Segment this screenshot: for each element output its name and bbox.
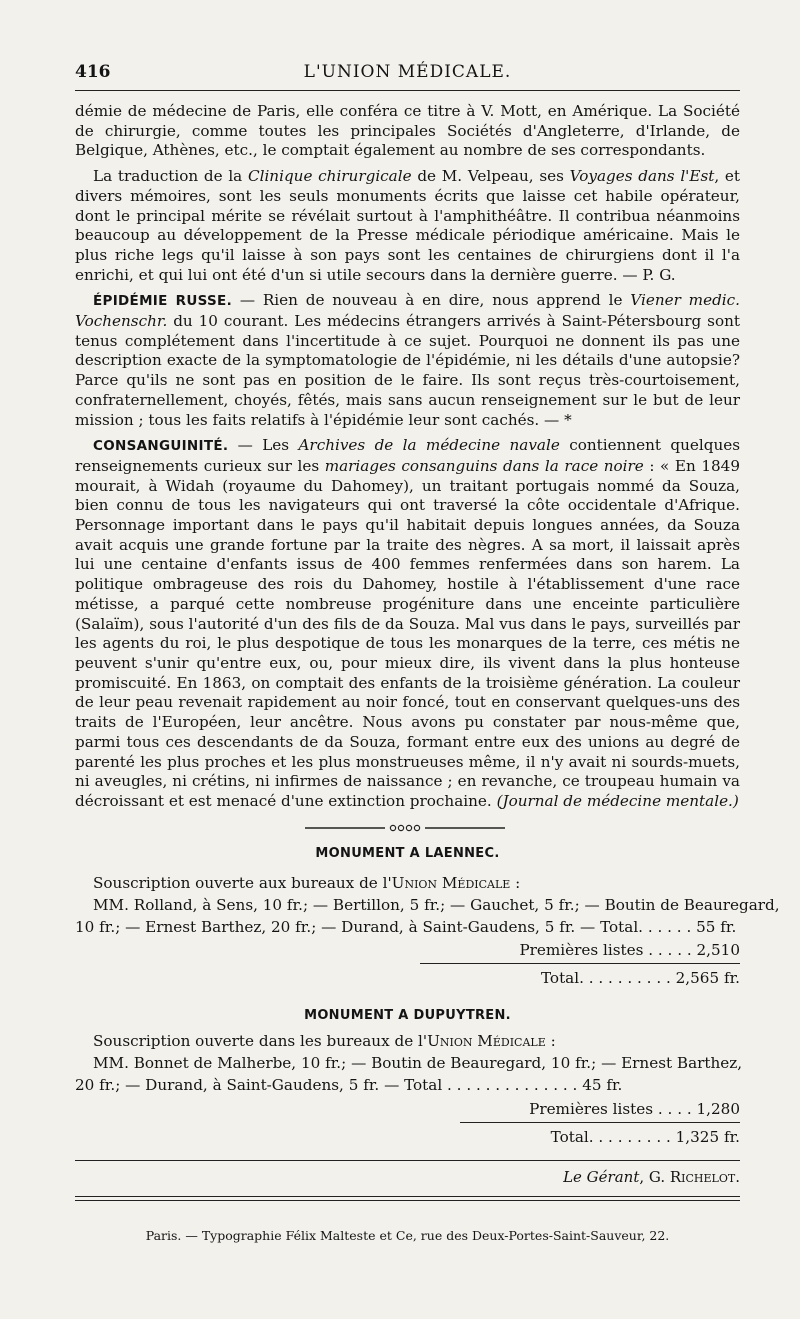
- text-run: du 10 courant. Les médecins étrangers arrivés à Saint-Pétersbourg sont tenus complétement dans l'incertitude à ce sujet. Pourquoi ne donnent ils pas une description exacte de la symptomatologie de l'épidémie, ni les détails d'une autopsie? Parce qu'ils ne sont pas en position de le faire. Ils sont reçus très-courtoisement, confraternellement, choyés, fêtés, mais sans aucun renseignement sur le but de leur mission ; tous les faits relatifs à l'épidémie leur sont cachés. — *: [75, 312, 740, 429]
- footer-rule-top: [75, 1196, 740, 1197]
- header-rule: [75, 90, 740, 91]
- gerant-label: Le Gérant: [563, 1168, 640, 1186]
- page-number: 416: [75, 62, 111, 82]
- italic-topic: mariages consanguins dans la race noire: [324, 456, 644, 475]
- journal-title: L'UNION MÉDICALE.: [303, 62, 512, 82]
- italic-source: Archives de la médecine navale: [298, 436, 560, 455]
- text-run: :: [545, 1032, 556, 1050]
- text-run: La traduction de la: [93, 167, 248, 186]
- paragraph-velpeau: [75, 167, 740, 285]
- text-run: de M. Velpeau, ses: [411, 167, 570, 186]
- italic-title: Voyages dans l'Est: [569, 167, 715, 186]
- italic-source: (Journal de médecine mentale.): [496, 791, 739, 810]
- laennec-previous-lists: Premières listes . . . . . 2,510: [519, 941, 740, 959]
- text-run: Souscription ouverte aux bureaux de l': [93, 874, 392, 892]
- text-run: , et divers mémoires, sont les seuls monuments écrits que laisse cet habile opérateur, dont le principal mérite se révélait surtout à l'amphithéâtre. Il contribua néanmoins beaucoup au développement de la Presse médicale périodique américaine. Mais le plus riche legs qu'il laisse à son pays sont les centaines de chirurgiens dont il l'a enrichi, et qui lui ont été d'un si utile secours dans la dernière guerre. — P. G.: [75, 167, 740, 284]
- ornament-separator: [305, 824, 505, 832]
- sum-rule: [420, 963, 740, 964]
- section-consanguinite: [75, 436, 740, 811]
- laennec-subscribers-line-2: 10 fr.; — Ernest Barthez, 20 fr.; — Durand, à Saint-Gaudens, 5 fr. — Total. . . . . . 55 fr.: [75, 918, 737, 936]
- laennec-total: Total. . . . . . . . . . 2,565 fr.: [540, 969, 740, 987]
- italic-source: Viener medic. Vochenschr.: [75, 291, 740, 331]
- text-run: : « En 1849 mourait, à Widah (royaume du Dahomey), un traitant portugais nommé da Souza, bien connu de tous les navigateurs qui ont traversé la côte occidentale d'Afrique. Personnage important dans le pays qu'il habitait depuis longues années, da Souza avait acquis une grande fortune par la traite des nègres. A sa mort, il laissait après lui une centaine d'enfants issus de 400 femmes renfermées dans son harem. La politique ombrageuse des rois du Dahomey, hostile à l'établissement d'une race métisse, a parqué cette nombreuse progéniture dans une enceinte particulière (Salaïm), sous l'autorité d'un des fils de da Souza. Mal vus dans le pays, surveillés par les agents du roi, le plus despotique de tous les monarques de la terre, ces métis ne peuvent s'unir qu'entre eux, ou, pour mieux dire, ils vivent dans la plus honteuse promiscuité. En 1863, on comptait des enfants de la troisième génération. La couleur de leur peau revenait rapidement au noir foncé, tout en conservant quelques-uns des traits de l'Européen, leur ancêtre. Nous avons pu constater par nous-même que, parmi tous ces descendants de da Souza, formant entre eux des unions au degré de parenté les plus proches et les plus monstrueuses même, il n'y avait ni sourds-muets, ni aveugles, ni crétins, ni infirmes de naissance ; en revanche, ce troupeau humain va décroissant et est menacé d'une extinction prochaine.: [75, 456, 740, 810]
- page-header: [75, 62, 740, 84]
- signature-rule: [75, 1160, 740, 1161]
- dupuytren-intro: [93, 1032, 740, 1050]
- text-run: — Rien de nouveau à en dire, nous apprend le: [232, 291, 631, 310]
- dupuytren-previous-lists: Premières listes . . . . 1,280: [529, 1100, 740, 1118]
- paragraph-mott-continued: [75, 102, 740, 161]
- gerant-name: , G. Richelot.: [639, 1168, 740, 1186]
- paragraph-text: démie de médecine de Paris, elle conféra ce titre à V. Mott, en Amérique. La Société de chirurgie, comme toutes les principales Sociétés d'Angleterre, d'Irlande, de Belgique, Athènes, etc., le comptait également au nombre de ses correspondants.: [75, 102, 740, 160]
- text-run: — Les: [228, 436, 299, 455]
- journal-name: Union Médicale: [427, 1032, 546, 1050]
- text-run: :: [510, 874, 521, 892]
- section-epidemie-russe: [75, 291, 740, 430]
- dupuytren-total: Total. . . . . . . . . 1,325 fr.: [550, 1128, 740, 1146]
- gerant-signature: [75, 1168, 740, 1186]
- sum-rule: [460, 1122, 740, 1123]
- italic-title: Clinique chirurgicale: [247, 167, 412, 186]
- dupuytren-subscribers-line-1: MM. Bonnet de Malherbe, 10 fr.; — Boutin de Beauregard, 10 fr.; — Ernest Barthez,: [93, 1054, 743, 1072]
- text-run: Souscription ouverte dans les bureaux de l': [93, 1032, 428, 1050]
- text-run: contiennent quelques renseignements curieux sur les: [75, 436, 741, 475]
- printer-imprint: Paris. — Typographie Félix Malteste et Ce, rue des Deux-Portes-Saint-Sauveur, 22.: [145, 1228, 670, 1243]
- section-heading: ÉPIDÉMIE RUSSE.: [93, 293, 232, 310]
- dupuytren-title: MONUMENT A DUPUYTREN.: [304, 1008, 511, 1023]
- dupuytren-subscribers-line-2: 20 fr.; — Durand, à Saint-Gaudens, 5 fr. — Total . . . . . . . . . . . . . . 45 fr.: [75, 1076, 623, 1094]
- laennec-title: MONUMENT A LAENNEC.: [315, 846, 500, 861]
- section-heading: CONSANGUINITÉ.: [93, 438, 229, 455]
- laennec-intro: [93, 874, 740, 892]
- article-body: [75, 102, 740, 818]
- journal-name: Union Médicale: [391, 874, 511, 892]
- footer-rule-bottom: [75, 1200, 740, 1201]
- laennec-subscribers-line-1: MM. Rolland, à Sens, 10 fr.; — Bertillon, 5 fr.; — Gauchet, 5 fr.; — Boutin de Beauregard,: [93, 896, 780, 914]
